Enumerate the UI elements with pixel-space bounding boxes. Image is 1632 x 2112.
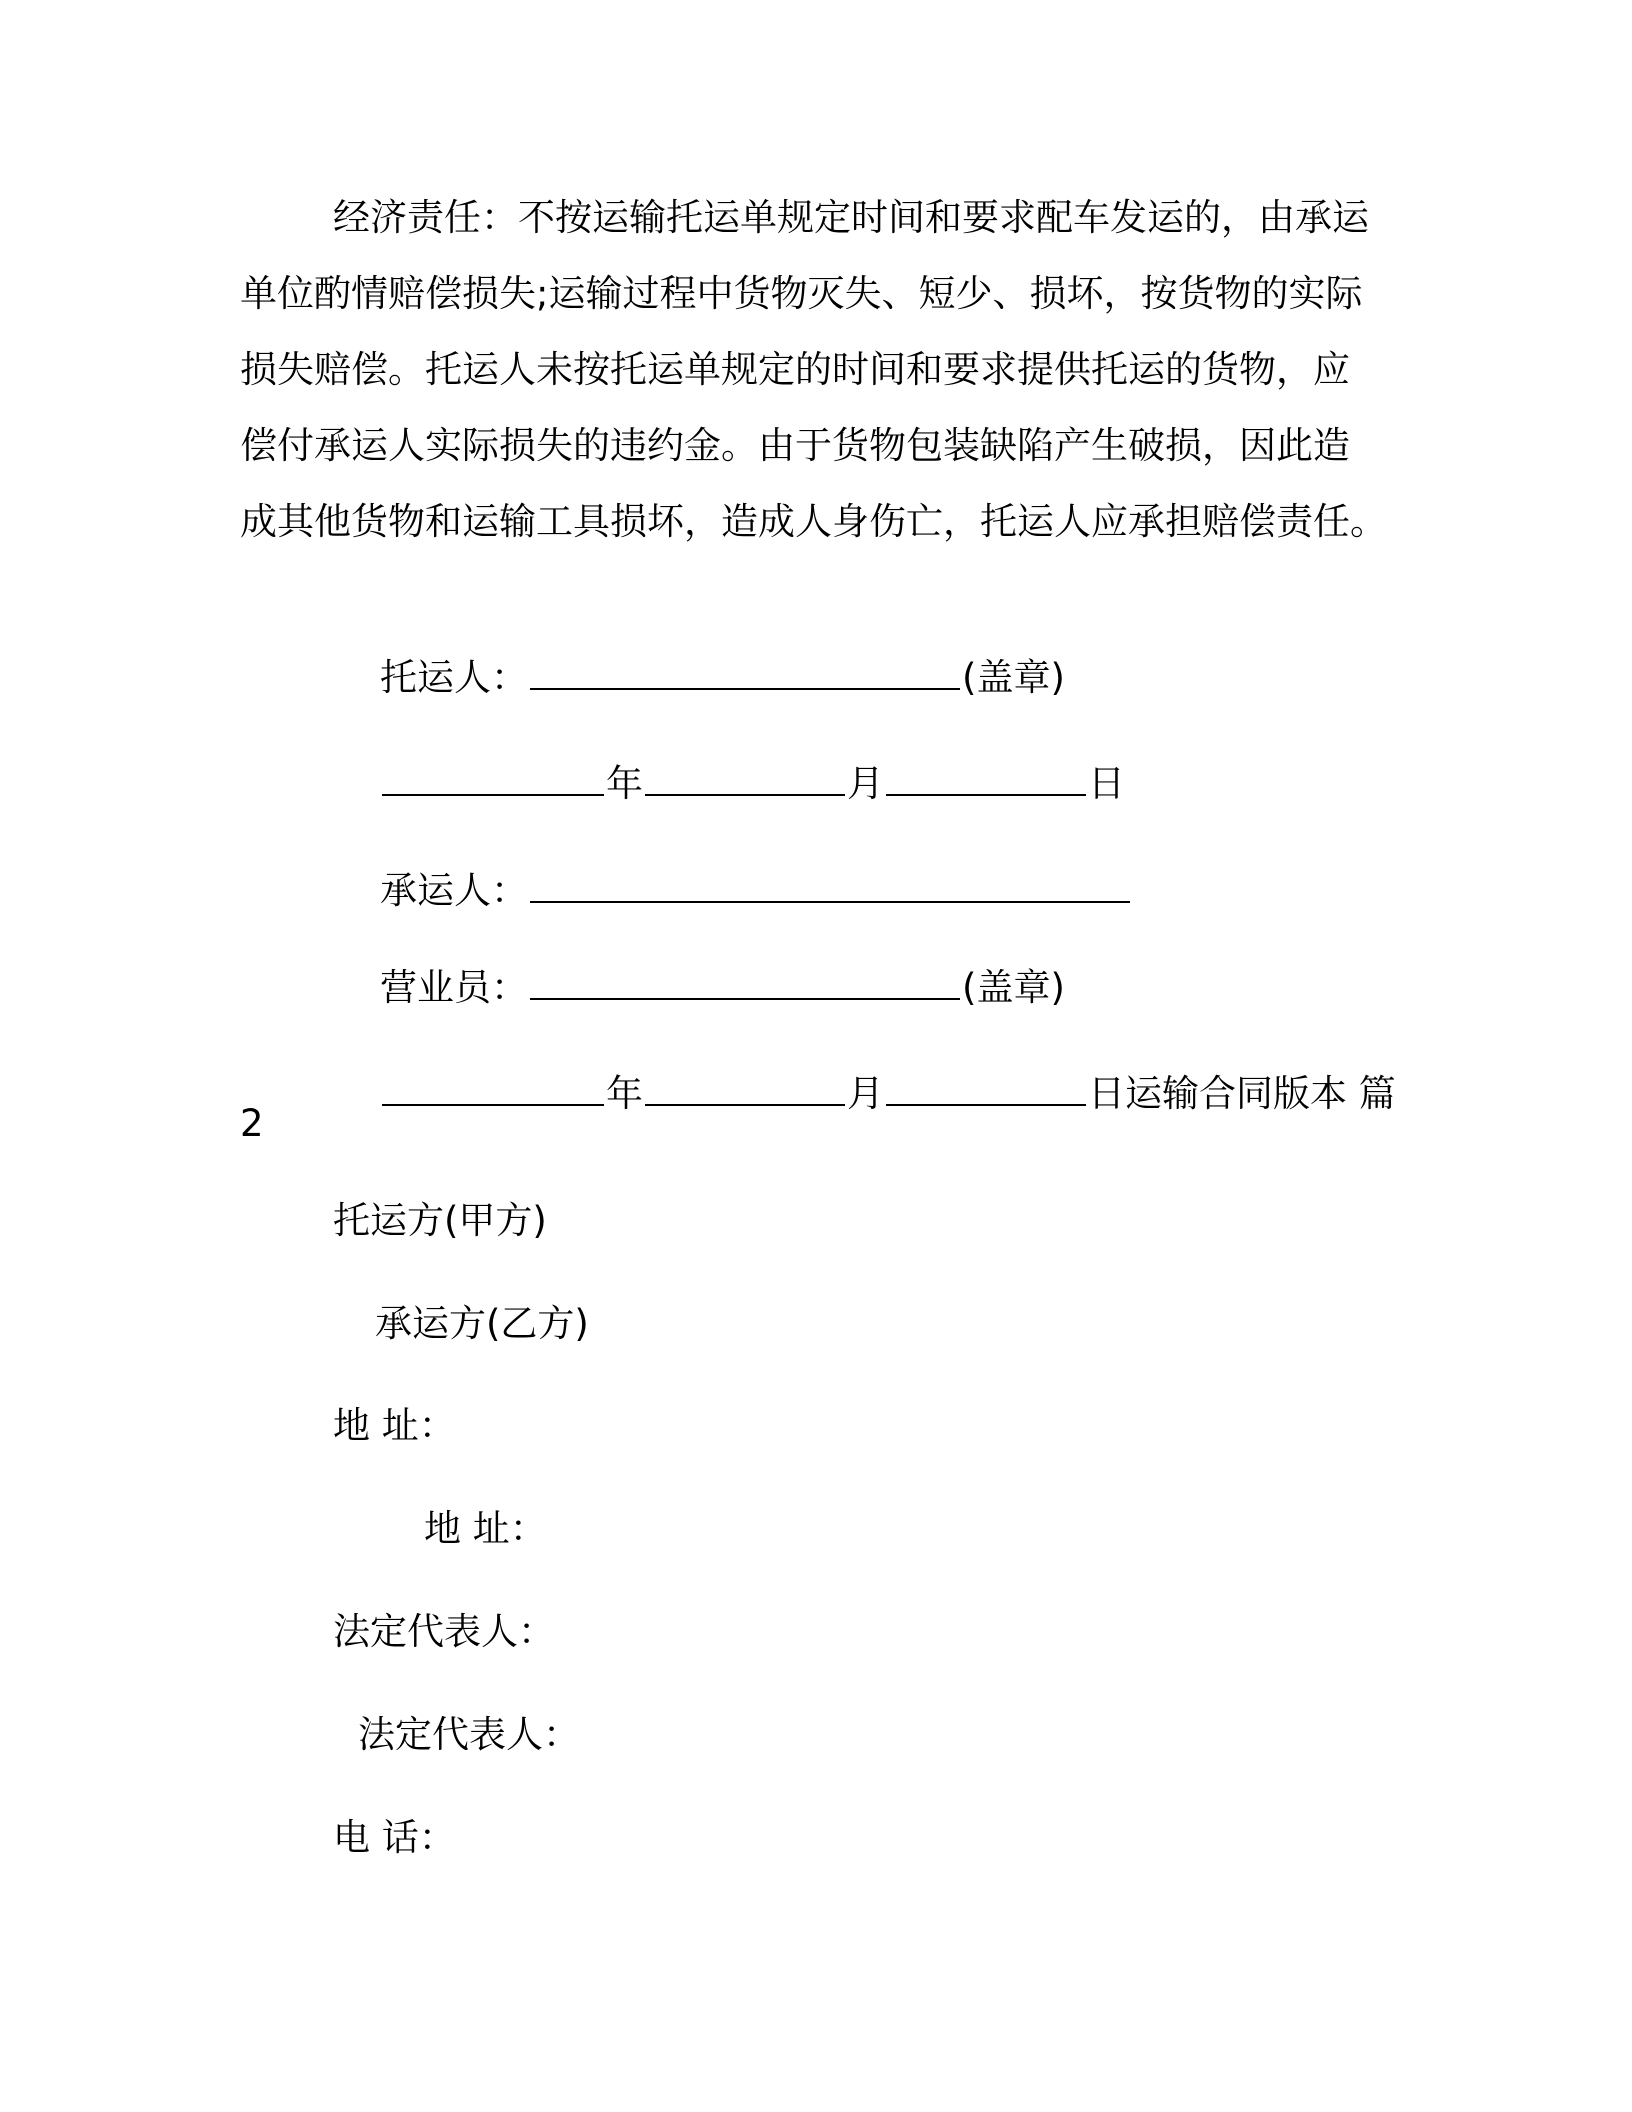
- paragraph-line-1: 经济责任：不按运输托运单规定时间和要求配车发运的，由承运: [333, 196, 1369, 239]
- shipper-seal-note: (盖章): [962, 656, 1065, 699]
- day-label: 日: [1088, 762, 1126, 805]
- paragraph-line-4: 偿付承运人实际损失的违约金。由于货物包装缺陷产生破损，因此造: [240, 424, 1350, 467]
- carrier-label: 承运人：: [380, 869, 529, 912]
- party-b-label: 承运方(乙方): [375, 1302, 589, 1345]
- shipper-label: 托运人：: [380, 656, 529, 699]
- year-label: 年: [606, 762, 644, 805]
- legal-rep-a-label: 法定代表人：: [333, 1610, 555, 1653]
- month-label: 月: [847, 1072, 885, 1115]
- legal-rep-b-label: 法定代表人：: [358, 1713, 580, 1756]
- clerk-seal-note: (盖章): [962, 966, 1065, 1009]
- address-a-label: 地 址：: [333, 1404, 456, 1447]
- carrier-signature-blank[interactable]: [530, 897, 1130, 903]
- year-label: 年: [606, 1072, 644, 1115]
- paragraph-line-5: 成其他货物和运输工具损坏，造成人身伤亡，托运人应承担赔偿责任。: [240, 500, 1387, 543]
- day-blank[interactable]: [886, 1100, 1086, 1106]
- month-blank[interactable]: [645, 790, 845, 796]
- clerk-label: 营业员：: [380, 966, 529, 1009]
- date-line-2: [333, 1016, 1396, 1172]
- clerk-signature-blank[interactable]: [530, 994, 960, 1000]
- month-label: 月: [847, 762, 885, 805]
- section-number: 2: [240, 1102, 264, 1145]
- paragraph-line-3: 损失赔偿。托运人未按托运单规定的时间和要求提供托运的货物，应: [240, 348, 1350, 391]
- party-a-label: 托运方(甲方): [333, 1199, 547, 1242]
- year-blank[interactable]: [382, 790, 604, 796]
- month-blank[interactable]: [645, 1100, 845, 1106]
- paragraph-line-2: 单位酌情赔偿损失;运输过程中货物灭失、短少、损坏，按货物的实际: [240, 272, 1363, 315]
- phone-label: 电 话：: [333, 1816, 456, 1859]
- year-blank[interactable]: [382, 1100, 604, 1106]
- address-b-label: 地 址：: [424, 1507, 547, 1550]
- shipper-signature-blank[interactable]: [530, 684, 960, 690]
- day-and-title-label: 日运输合同版本 篇: [1088, 1072, 1396, 1115]
- day-blank[interactable]: [886, 790, 1086, 796]
